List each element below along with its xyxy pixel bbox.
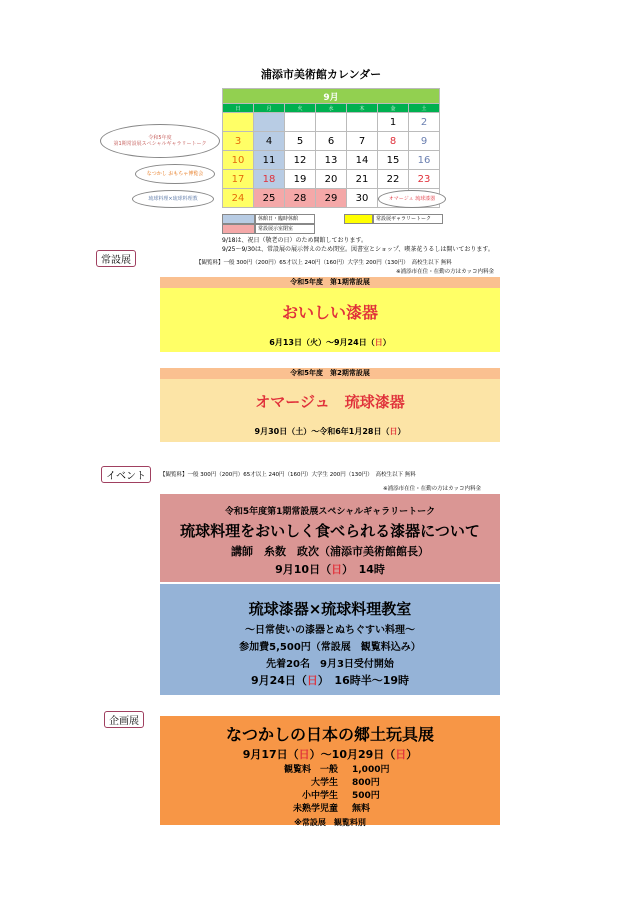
event-2-subtitle: ～日常使いの漆器とぬちぐすい料理～: [245, 625, 415, 636]
event-1-title: 琉球料理をおいしく食べられる漆器について: [180, 522, 480, 540]
fee-price: 無料: [352, 804, 371, 814]
section-label-special: 企画展: [104, 711, 144, 728]
exhibit-2: [160, 368, 500, 442]
exhibit-1-header: 令和5年度 第1期常設展: [160, 277, 500, 288]
fee-price: 500円: [352, 791, 380, 801]
event-1: [160, 494, 500, 582]
calendar-day: 14: [347, 151, 378, 170]
exhibit-1-title: おいしい漆器: [281, 303, 378, 322]
event-2-date: 9月24日（日） 16時半～19時: [250, 674, 410, 687]
section-label-permanent: 常設展: [96, 250, 136, 267]
calendar-day: 21: [347, 170, 378, 189]
fee-category: 小中学生: [301, 791, 338, 801]
calendar-day: 17: [223, 170, 254, 189]
calendar-day: 22: [378, 170, 409, 189]
exhibit-2-header: 令和5年度 第2期常設展: [160, 368, 500, 379]
callout-cooking: 琉球料理×琉球料理教: [132, 190, 214, 208]
exhibit-2-title: オマージュ 琉球漆器: [255, 393, 405, 411]
weekday-header: 日: [223, 104, 254, 113]
calendar-day: 28: [285, 189, 316, 208]
event-1-speaker: 講師 糸数 政次（浦添市美術館館長）: [231, 545, 429, 558]
weekday-header: 土: [409, 104, 440, 113]
calendar-day: 6: [316, 132, 347, 151]
calendar-day: 5: [285, 132, 316, 151]
calendar-day: 9: [409, 132, 440, 151]
event-fee-note: ※浦添市在住・在勤の方はカッコ内料金: [383, 486, 482, 492]
calendar-day: 12: [285, 151, 316, 170]
calendar-day: 23: [409, 170, 440, 189]
calendar-day: 2: [409, 113, 440, 132]
event-2-title: 琉球漆器×琉球料理教室: [248, 600, 412, 618]
calendar-day: 10: [223, 151, 254, 170]
event-2: [160, 584, 500, 695]
calendar-day: [347, 113, 378, 132]
calendar-month: 9月: [223, 89, 440, 104]
calendar-day: 19: [285, 170, 316, 189]
note-2: 9/25～9/30は、常設展の展示替えのため閉室。図書室とショップ、喫茶花うるしは開いております。: [222, 246, 494, 253]
fee-note: ※浦添市在住・在勤の方はカッコ内料金: [396, 269, 495, 275]
calendar-day: [254, 113, 285, 132]
weekday-header: 月: [254, 104, 285, 113]
fee-category: 未熟学児童: [292, 804, 338, 814]
calendar-day: [316, 113, 347, 132]
weekday-header: 水: [316, 104, 347, 113]
fee-line: 【観覧料】一般 300円（200円）65才以上 240円（160円）大学生 200円（130円） 高校生以下 無料: [196, 260, 452, 266]
calendar-day: 3: [223, 132, 254, 151]
calendar-day: 7: [347, 132, 378, 151]
legend-closed: 休館日・臨時休館: [254, 214, 315, 224]
special-dates: 9月17日（日）～10月29日（日）: [242, 748, 418, 761]
exhibit-1: [160, 277, 500, 352]
calendar-day: [285, 113, 316, 132]
calendar-day: 1: [378, 113, 409, 132]
legend-exhibit-closed: 常設展示室閉室: [254, 224, 315, 234]
special-note: ※常設展 観覧料別: [294, 818, 366, 827]
calendar-day: 30: [347, 189, 378, 208]
fee-row: [160, 764, 500, 777]
note-1: 9/18は、祝日（敬老の日）のため開館しております。: [222, 237, 367, 244]
fee-category: 大学生: [310, 778, 338, 788]
calendar-day: 11: [254, 151, 285, 170]
event-2-fee: 参加費5,500円（常設展 観覧料込み）: [239, 642, 421, 653]
fee-row: [160, 790, 500, 803]
calendar-day: 15: [378, 151, 409, 170]
section-label-event: イベント: [101, 466, 151, 483]
special-exhibit: [160, 716, 500, 825]
calendar-day: 20: [316, 170, 347, 189]
callout-homage: オマージュ 琉球漆器: [378, 190, 446, 208]
calendar-day: 25: [254, 189, 285, 208]
event-1-line: 令和5年度第1期常設展スペシャルギャラリートーク: [224, 507, 436, 517]
event-2-capacity: 先着20名 9月3日受付開始: [266, 659, 394, 670]
calendar-day: 4: [254, 132, 285, 151]
calendar-day: 29: [316, 189, 347, 208]
legend-talk: 常設展ギャラリートーク: [372, 214, 443, 224]
exhibit-1-dates: 6月13日（火）～9月24日（日）: [269, 338, 391, 347]
callout-gallery-talk: 令和5年度 第1期常設展スペシャルギャラリートーク: [100, 124, 220, 158]
calendar-day: [223, 113, 254, 132]
page-title: 浦添市美術館カレンダー: [260, 68, 382, 81]
calendar-day: 13: [316, 151, 347, 170]
event-fee-line: 【観覧料】一般 300円（200円）65才以上 240円（160円）大学生 200円（130円） 高校生以下 無料: [160, 472, 416, 478]
legend-swatch-closed: [222, 214, 256, 224]
callout-toys: なつかし おもちゃ博覧会: [135, 164, 215, 184]
calendar-day: 8: [378, 132, 409, 151]
calendar-day: 18: [254, 170, 285, 189]
calendar-day: 16: [409, 151, 440, 170]
weekday-header: 火: [285, 104, 316, 113]
special-title: なつかしの日本の郷土玩具展: [225, 725, 434, 744]
fee-row: [160, 777, 500, 790]
fee-price: 1,000円: [352, 765, 390, 775]
weekday-header: 木: [347, 104, 378, 113]
event-1-date: 9月10日（日） 14時: [275, 563, 385, 576]
exhibit-2-dates: 9月30日（土）～令和6年1月28日（日）: [254, 427, 406, 436]
weekday-header: 金: [378, 104, 409, 113]
calendar-day: 24: [223, 189, 254, 208]
fee-category: 観覧料 一般: [283, 765, 338, 775]
legend-swatch-talk: [344, 214, 374, 224]
fee-row: [160, 803, 500, 816]
legend-swatch-exhibit-closed: [222, 224, 256, 234]
fee-price: 800円: [352, 778, 380, 788]
